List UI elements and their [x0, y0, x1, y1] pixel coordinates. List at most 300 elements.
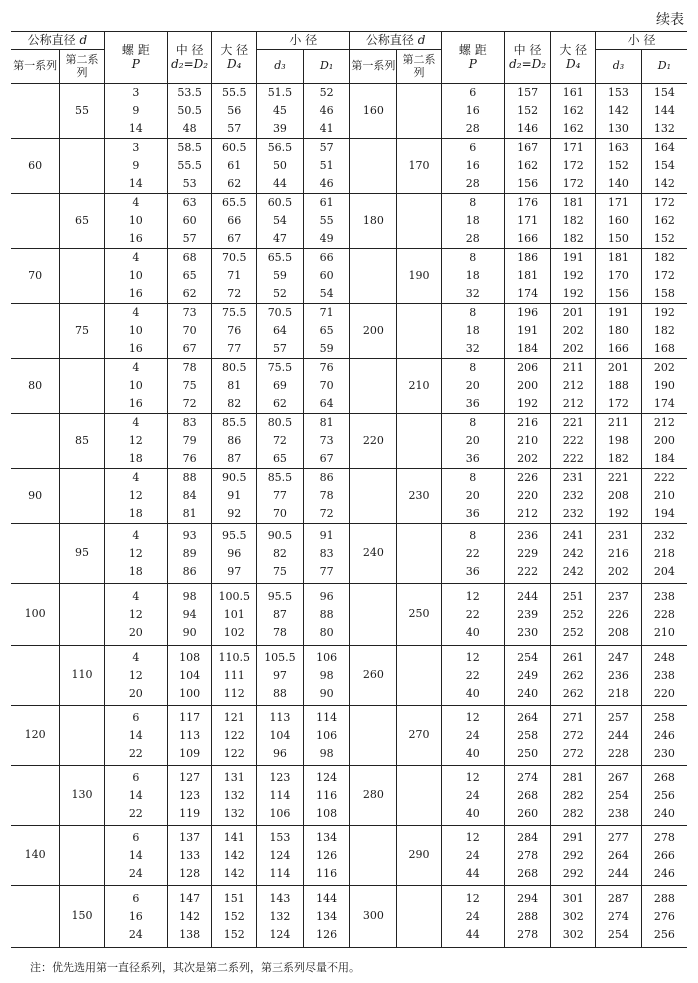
left-d3-value: 59	[272, 269, 287, 282]
right-d3-value: 201	[607, 361, 629, 374]
left-d2-value: 73	[182, 306, 197, 319]
right-d2-cell	[504, 766, 551, 826]
left-d2-value: 60	[182, 214, 197, 227]
right-d2-cell	[504, 249, 551, 304]
left-D1-cell	[303, 706, 350, 766]
right-s2-cell	[397, 414, 442, 469]
right-P-value: 24	[465, 788, 480, 802]
right-D4-value: 202	[562, 324, 584, 337]
left-d3-value: 65	[272, 452, 287, 465]
table-row	[11, 194, 687, 249]
left-s2-cell	[60, 139, 105, 194]
left-D1-cell	[303, 584, 350, 646]
left-D4-value: 111	[223, 668, 245, 682]
right-D4-cell	[551, 826, 596, 886]
right-d3-value: 264	[607, 848, 629, 862]
left-d3-value: 51.5	[267, 86, 293, 99]
left-P-value: 4	[132, 589, 140, 603]
series2-header-right: 第二系列	[397, 50, 442, 84]
right-D4-value: 292	[562, 866, 584, 880]
right-D4-value: 272	[562, 746, 584, 760]
left-D1-cell	[303, 414, 350, 469]
table-row	[11, 826, 687, 886]
right-s1-cell	[350, 826, 397, 886]
right-D1-value: 266	[653, 848, 675, 862]
left-D4-value: 92	[227, 507, 242, 520]
right-P-cell	[441, 886, 504, 948]
right-P-value: 40	[465, 746, 480, 760]
right-D4-value: 182	[562, 232, 584, 245]
right-D1-value: 184	[653, 452, 675, 465]
left-D1-value: 144	[316, 891, 338, 905]
left-s2-cell	[60, 249, 105, 304]
left-P-value: 6	[132, 770, 140, 784]
right-P-value: 40	[465, 625, 480, 639]
right-d2-value: 156	[517, 177, 539, 190]
left-D4-value: 100.5	[218, 589, 251, 603]
left-D4-value: 71	[227, 269, 242, 282]
right-s2-cell: 250	[397, 584, 442, 646]
left-D1-value: 86	[319, 471, 334, 484]
left-D1-value: 70	[319, 379, 334, 392]
right-d2-value: 174	[517, 287, 539, 300]
right-P-value: 18	[465, 324, 480, 337]
left-d2-cell	[167, 524, 212, 584]
right-P-value: 36	[465, 564, 480, 578]
left-D1-value: 126	[316, 927, 338, 941]
right-d3-value: 247	[607, 650, 629, 664]
right-d2-value: 249	[517, 668, 539, 682]
right-D4-value: 222	[562, 452, 584, 465]
major-diameter-header-right: 大 径 D₄	[551, 32, 596, 84]
left-D4-value: 122	[223, 728, 245, 742]
right-d2-value: 196	[517, 306, 539, 319]
left-P-value: 12	[128, 489, 143, 502]
left-d3-value: 105.5	[264, 650, 296, 664]
left-d3-value: 72	[272, 434, 287, 447]
left-D1-value: 72	[319, 507, 334, 520]
left-d2-value: 76	[182, 452, 197, 465]
left-d2-value: 119	[179, 806, 201, 820]
right-D1-cell	[641, 706, 687, 766]
left-d3-value: 75.5	[267, 361, 293, 374]
right-d2-value: 216	[517, 416, 539, 429]
left-d3-cell	[257, 84, 304, 139]
right-d2-value: 222	[517, 564, 539, 578]
left-P-cell	[104, 886, 167, 948]
right-d3-cell	[596, 139, 642, 194]
right-D4-value: 201	[562, 306, 584, 319]
left-d3-cell	[257, 646, 304, 706]
right-P-value: 18	[465, 269, 480, 282]
right-d3-value: 156	[607, 287, 629, 300]
table-row	[11, 706, 687, 766]
left-D4-cell	[212, 414, 257, 469]
right-D4-value: 302	[562, 909, 584, 923]
left-D4-value: 76	[227, 324, 242, 337]
right-D4-value: 291	[562, 830, 584, 844]
left-d2-value: 67	[182, 342, 197, 355]
left-d3-cell	[257, 826, 304, 886]
right-d3-value: 228	[607, 746, 629, 760]
left-d3-value: 124	[269, 848, 291, 862]
left-D1-cell	[303, 304, 350, 359]
left-d2-value: 127	[179, 770, 201, 784]
right-D1-value: 210	[653, 489, 675, 502]
right-D4-value: 192	[562, 269, 584, 282]
right-d2-value: 258	[517, 728, 539, 742]
left-s2-cell	[60, 584, 105, 646]
left-P-value: 4	[132, 650, 140, 664]
left-D1-value: 77	[319, 564, 334, 578]
left-D4-value: 142	[223, 848, 245, 862]
right-d3-value: 211	[607, 416, 629, 429]
right-D1-value: 288	[653, 891, 675, 905]
left-P-value: 10	[128, 269, 143, 282]
right-D1-value: 230	[653, 746, 675, 760]
left-P-value: 9	[132, 159, 140, 172]
right-D1-value: 144	[653, 104, 675, 117]
left-d2-cell	[167, 84, 212, 139]
left-D1-value: 126	[316, 848, 338, 862]
left-d3-cell	[257, 194, 304, 249]
right-d3-value: 182	[607, 452, 629, 465]
left-D1-value: 80	[319, 625, 334, 639]
left-s2-cell: 130	[60, 766, 105, 826]
left-P-value: 3	[132, 141, 140, 154]
series1-header: 第一系列	[11, 50, 60, 84]
left-d3-value: 57	[272, 342, 287, 355]
right-d3-value: 172	[607, 397, 629, 410]
right-P-cell	[441, 706, 504, 766]
right-P-value: 8	[469, 361, 477, 374]
right-s2-cell	[397, 524, 442, 584]
left-D1-cell	[303, 886, 350, 948]
table-row	[11, 249, 687, 304]
left-d2-value: 55.5	[177, 159, 202, 172]
right-d2-value: 294	[517, 891, 539, 905]
left-D1-cell	[303, 524, 350, 584]
right-s1-cell: 200	[350, 304, 397, 359]
right-D1-value: 174	[653, 397, 675, 410]
right-D4-value: 252	[562, 625, 584, 639]
right-d2-cell	[504, 524, 551, 584]
left-D4-cell	[212, 826, 257, 886]
right-d2-value: 240	[517, 686, 539, 700]
right-D4-value: 202	[562, 342, 584, 355]
right-d3-cell	[596, 249, 642, 304]
left-D1-value: 52	[319, 86, 334, 99]
left-d3-value: 90.5	[267, 528, 293, 542]
left-D1-value: 66	[319, 251, 334, 264]
right-d3-value: 267	[607, 770, 629, 784]
left-D1-cell	[303, 646, 350, 706]
left-P-value: 12	[128, 434, 143, 447]
right-D1-cell	[641, 194, 687, 249]
right-D1-value: 164	[653, 141, 675, 154]
left-P-cell	[104, 359, 167, 414]
right-P-value: 28	[465, 122, 480, 135]
right-P-value: 8	[469, 196, 477, 209]
left-D1-value: 51	[319, 159, 334, 172]
left-P-value: 4	[132, 416, 140, 429]
left-D1-value: 116	[316, 788, 338, 802]
right-D1-value: 154	[653, 86, 675, 99]
right-P-cell	[441, 524, 504, 584]
right-D1-value: 162	[653, 214, 675, 227]
right-D1-cell	[641, 826, 687, 886]
left-d2-value: 117	[179, 710, 201, 724]
left-d2-cell	[167, 249, 212, 304]
left-P-value: 4	[132, 251, 140, 264]
right-D1-value: 276	[653, 909, 675, 923]
left-D1-value: 73	[319, 434, 334, 447]
right-d3-value: 208	[607, 625, 629, 639]
left-D1-cell	[303, 194, 350, 249]
left-P-value: 20	[128, 625, 143, 639]
right-D4-cell	[551, 359, 596, 414]
left-P-value: 16	[128, 232, 143, 245]
right-s2-cell	[397, 766, 442, 826]
right-s2-cell: 230	[397, 469, 442, 524]
left-d3-value: 82	[272, 546, 287, 560]
right-D1-value: 246	[653, 728, 675, 742]
right-d2-value: 226	[517, 471, 539, 484]
left-D4-value: 62	[227, 177, 242, 190]
left-D1-cell	[303, 249, 350, 304]
left-D1-value: 114	[316, 710, 338, 724]
right-d3-value: 254	[607, 788, 629, 802]
left-D1-value: 64	[319, 397, 334, 410]
left-D4-value: 87	[227, 452, 242, 465]
left-D1-value: 60	[319, 269, 334, 282]
left-D1-cell	[303, 139, 350, 194]
right-P-value: 36	[465, 507, 480, 520]
right-D4-value: 172	[562, 159, 584, 172]
right-d3-value: 130	[607, 122, 629, 135]
left-D4-cell	[212, 304, 257, 359]
left-d3-value: 62	[272, 397, 287, 410]
right-P-value: 22	[465, 546, 480, 560]
left-D4-value: 80.5	[222, 361, 247, 374]
left-D1-value: 90	[319, 686, 334, 700]
left-d2-value: 138	[179, 927, 201, 941]
left-d2-value: 94	[182, 607, 197, 621]
right-D1-value: 152	[653, 232, 675, 245]
left-D4-cell	[212, 359, 257, 414]
minor-diameter-header-right: 小 径	[596, 32, 687, 50]
left-d3-value: 113	[269, 710, 291, 724]
right-s1-cell	[350, 249, 397, 304]
right-D1-value: 222	[653, 471, 675, 484]
left-d3-value: 153	[269, 830, 291, 844]
right-D1-cell	[641, 304, 687, 359]
left-D4-cell	[212, 706, 257, 766]
right-d3-value: 231	[607, 528, 629, 542]
left-d3-value: 123	[269, 770, 291, 784]
right-d2-cell	[504, 304, 551, 359]
right-P-value: 24	[465, 728, 480, 742]
left-d2-cell	[167, 706, 212, 766]
left-d2-value: 108	[179, 650, 201, 664]
right-d3-value: 238	[607, 806, 629, 820]
right-D4-value: 251	[562, 589, 584, 603]
left-s2-cell: 110	[60, 646, 105, 706]
left-P-value: 6	[132, 891, 140, 905]
right-D4-value: 241	[562, 528, 584, 542]
right-d3-value: 202	[607, 564, 629, 578]
left-s1-cell	[11, 304, 60, 359]
right-P-value: 20	[465, 434, 480, 447]
left-D1-value: 98	[319, 746, 334, 760]
left-s2-cell: 75	[60, 304, 105, 359]
D1-header-right: D₁	[641, 50, 687, 84]
right-D4-value: 162	[562, 104, 584, 117]
left-P-value: 6	[132, 830, 140, 844]
left-D1-value: 108	[316, 806, 338, 820]
left-d2-value: 79	[182, 434, 197, 447]
right-D1-value: 132	[653, 122, 675, 135]
right-d2-value: 264	[517, 710, 539, 724]
left-s1-cell: 120	[11, 706, 60, 766]
right-D1-cell	[641, 646, 687, 706]
right-d3-cell	[596, 646, 642, 706]
left-d3-value: 104	[269, 728, 291, 742]
left-D4-value: 101	[223, 607, 245, 621]
left-d3-value: 77	[272, 489, 287, 502]
right-d3-value: 221	[607, 471, 629, 484]
continued-label: 续表	[656, 12, 684, 28]
left-P-value: 16	[128, 287, 143, 300]
left-s2-cell: 65	[60, 194, 105, 249]
right-d2-value: 268	[517, 788, 539, 802]
right-d2-value: 288	[517, 909, 539, 923]
right-d3-value: 188	[607, 379, 629, 392]
minor-diameter-header: 小 径	[257, 32, 350, 50]
right-P-value: 40	[465, 686, 480, 700]
right-d2-value: 181	[517, 269, 539, 282]
right-D4-cell	[551, 524, 596, 584]
right-P-cell	[441, 646, 504, 706]
right-d3-value: 163	[607, 141, 629, 154]
left-s1-cell: 90	[11, 469, 60, 524]
right-D4-cell	[551, 139, 596, 194]
left-P-value: 24	[128, 866, 143, 880]
left-D4-value: 55.5	[222, 86, 247, 99]
right-d3-cell	[596, 524, 642, 584]
left-d2-value: 86	[182, 564, 197, 578]
table-body	[11, 84, 687, 948]
left-d2-value: 53	[182, 177, 197, 190]
left-P-value: 12	[128, 546, 143, 560]
left-d2-cell	[167, 826, 212, 886]
right-P-value: 36	[465, 397, 480, 410]
left-D4-cell	[212, 584, 257, 646]
right-s1-cell	[350, 139, 397, 194]
right-d3-value: 181	[607, 251, 629, 264]
left-d2-value: 57	[182, 232, 197, 245]
right-s2-cell: 270	[397, 706, 442, 766]
left-d3-cell	[257, 766, 304, 826]
right-d2-cell	[504, 139, 551, 194]
left-P-cell	[104, 766, 167, 826]
left-D4-value: 132	[223, 806, 245, 820]
left-D1-value: 67	[319, 452, 334, 465]
right-D1-value: 190	[653, 379, 675, 392]
right-D1-value: 204	[653, 564, 675, 578]
right-P-value: 6	[469, 86, 477, 99]
left-P-cell	[104, 469, 167, 524]
right-P-value: 18	[465, 214, 480, 227]
left-D4-value: 142	[223, 866, 245, 880]
right-d3-value: 237	[607, 589, 629, 603]
right-P-value: 16	[465, 159, 480, 172]
left-P-value: 12	[128, 607, 143, 621]
left-d3-value: 87	[272, 607, 287, 621]
left-d3-value: 114	[269, 788, 291, 802]
left-s2-cell: 95	[60, 524, 105, 584]
right-P-value: 12	[465, 650, 480, 664]
right-d3-value: 226	[607, 607, 629, 621]
right-P-cell	[441, 139, 504, 194]
right-s2-cell	[397, 646, 442, 706]
right-D4-value: 301	[562, 891, 584, 905]
left-P-value: 16	[128, 342, 143, 355]
right-d2-value: 220	[517, 489, 539, 502]
right-D1-value: 238	[653, 668, 675, 682]
table-row	[11, 359, 687, 414]
left-d3-cell	[257, 139, 304, 194]
right-d2-value: 278	[517, 927, 539, 941]
left-P-value: 14	[128, 728, 143, 742]
left-P-value: 9	[132, 104, 140, 117]
left-d2-value: 142	[179, 909, 201, 923]
right-D1-value: 172	[653, 269, 675, 282]
left-D4-value: 67	[227, 232, 242, 245]
left-d2-value: 109	[179, 746, 201, 760]
table-row	[11, 84, 687, 139]
left-D4-value: 122	[223, 746, 245, 760]
right-d3-cell	[596, 414, 642, 469]
right-d3-value: 152	[607, 159, 629, 172]
right-s1-cell: 260	[350, 646, 397, 706]
right-D1-value: 200	[653, 434, 675, 447]
right-d2-value: 206	[517, 361, 539, 374]
pitch-header: 螺 距 P	[104, 32, 167, 84]
left-P-value: 22	[128, 746, 143, 760]
left-s1-cell	[11, 646, 60, 706]
left-d2-value: 53.5	[177, 86, 202, 99]
left-d2-cell	[167, 886, 212, 948]
right-D4-value: 222	[562, 434, 584, 447]
left-d2-cell	[167, 469, 212, 524]
right-D1-value: 194	[653, 507, 675, 520]
right-P-value: 6	[469, 141, 477, 154]
right-P-value: 22	[465, 668, 480, 682]
left-P-value: 4	[132, 361, 140, 374]
left-P-value: 18	[128, 452, 143, 465]
table-row	[11, 304, 687, 359]
d3-header-right: d₃	[596, 50, 642, 84]
right-P-value: 24	[465, 848, 480, 862]
thread-dimension-table	[11, 31, 687, 948]
right-d2-cell	[504, 706, 551, 766]
left-P-value: 12	[128, 668, 143, 682]
right-D1-value: 268	[653, 770, 675, 784]
left-D4-cell	[212, 249, 257, 304]
left-P-value: 10	[128, 379, 143, 392]
right-D1-value: 256	[653, 927, 675, 941]
